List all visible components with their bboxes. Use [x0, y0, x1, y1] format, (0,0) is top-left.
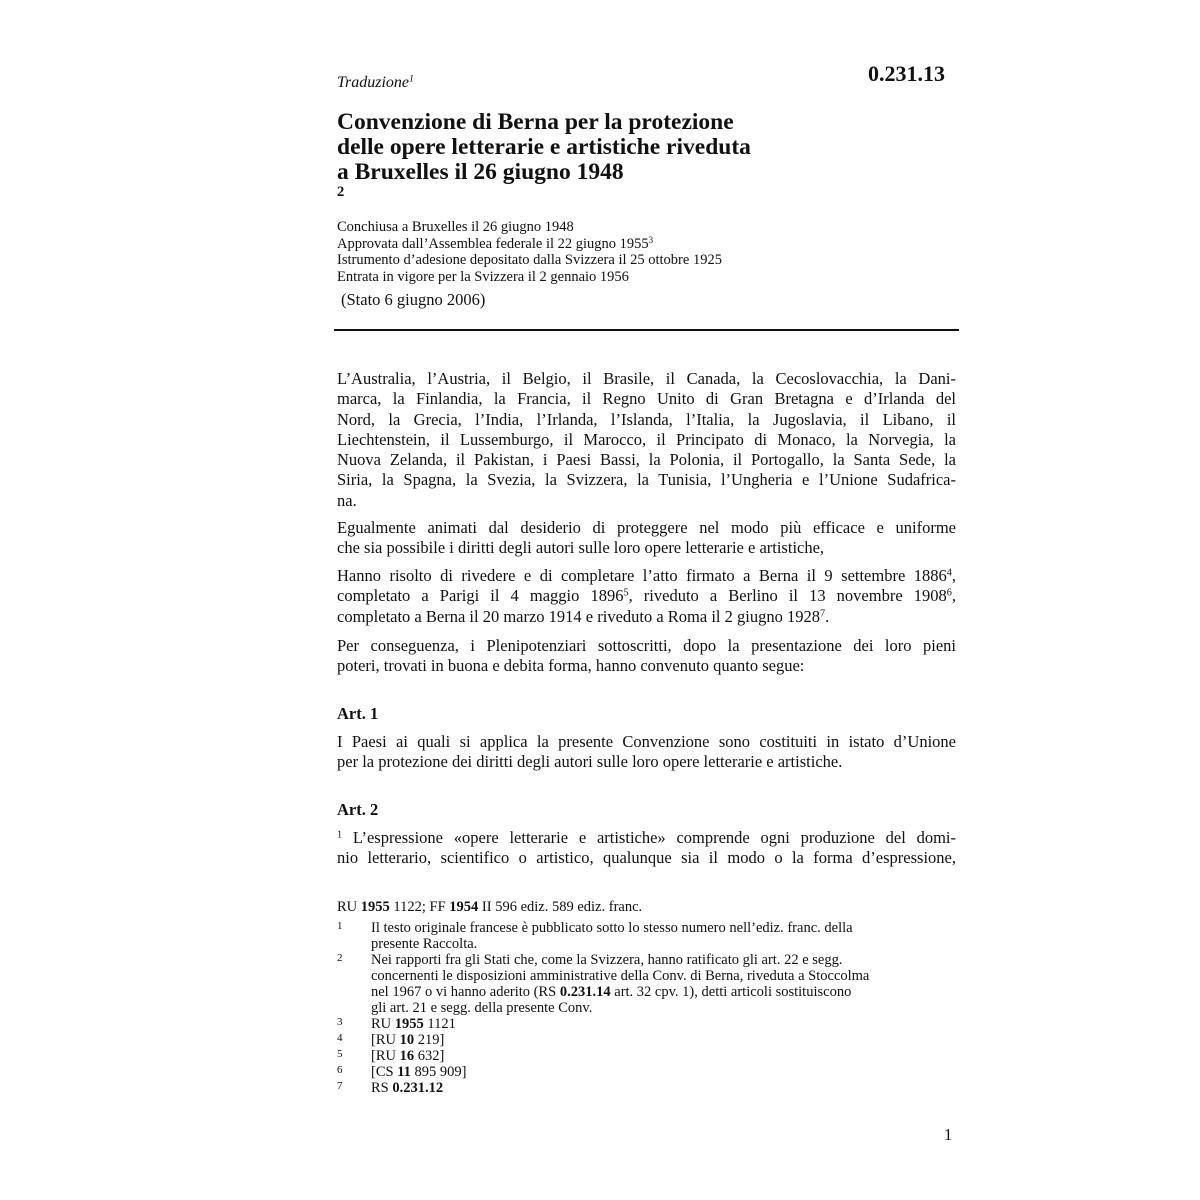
- text-line: na.: [337, 490, 357, 510]
- meta-concluded: Conchiusa a Bruxelles il 26 giugno 1948: [337, 219, 574, 235]
- footnote-line: RS 0.231.12: [371, 1080, 444, 1096]
- meta-entry-into-force: Entrata in vigore per la Svizzera il 2 gennaio 1956: [337, 268, 629, 285]
- sr-number: 0.231.13: [868, 61, 945, 86]
- footnote-number: 2: [337, 952, 343, 964]
- title-line: a Bruxelles il 26 giugno 1948 $^2$: [337, 159, 624, 200]
- footnote-line: [RU 16 632]: [371, 1048, 445, 1064]
- page-number: 1: [944, 1125, 953, 1144]
- footnote-source: RU 1955 1122; FF 1954 II 596 ediz. 589 ediz. franc.: [337, 899, 643, 915]
- text-line: Egualmente animati dal desiderio di proteggere nel modo più efficace e uniforme: [337, 518, 956, 537]
- text-line: Per conseguenza, i Plenipotenziari sottoscritti, dopo la presentazione dei loro pieni: [337, 636, 956, 655]
- text-line: marca, la Finlandia, la Francia, il Regno Unito di Gran Bretagna e d’Irlanda del: [337, 389, 956, 409]
- footnote-ref-1[interactable]: 1: [409, 73, 414, 85]
- footnote-line: gli art. 21 e segg. della presente Conv.: [371, 1000, 593, 1016]
- translation-label: Traduzione$^1$: [337, 73, 414, 91]
- footnote-line: RU 1955 1121: [371, 1016, 456, 1032]
- article-heading: Art. 2: [337, 800, 379, 819]
- text-line: poteri, trovati in buona e debita forma, hanno convenuto quanto segue:: [337, 656, 805, 676]
- text-line: Nuova Zelanda, il Pakistan, i Paesi Bassi, la Polonia, il Portogallo, la Santa Sede, la: [337, 450, 956, 470]
- text-line: Siria, la Spagna, la Svezia, la Svizzera, la Tunisia, l’Ungheria e l’Unione Sudafrica-: [337, 470, 956, 490]
- text-line: completato a Parigi il 4 maggio 1896$^5$, riveduto a Berlino il 13 novembre 1908$^6$,: [337, 586, 956, 606]
- footnote-line: concernenti le disposizioni amministrative della Conv. di Berna, riveduta a Stoccolma: [371, 968, 870, 984]
- footnote-line: Nei rapporti fra gli Stati che, come la Svizzera, hanno ratificato gli art. 22 e segg.: [371, 952, 843, 968]
- footnote-ref-7[interactable]: 7: [819, 607, 826, 619]
- paragraph-number: 1: [337, 829, 343, 841]
- footnote-number: 1: [337, 920, 343, 932]
- header-divider: [334, 329, 959, 331]
- text-line: Nord, la Grecia, l’India, l’Irlanda, l’Islanda, l’Italia, la Jugoslavia, il Libano, il: [337, 409, 956, 429]
- article-2-text: [337, 828, 956, 869]
- footnote-ref-5[interactable]: 5: [623, 587, 629, 599]
- footnote-ref-6[interactable]: 6: [946, 587, 952, 599]
- footnote-number: 7: [337, 1080, 343, 1092]
- text-line: Hanno risolto di rivedere e di completare l’atto firmato a Berna il 9 settembre 1886$^4$,: [337, 566, 956, 585]
- footnote-number: 4: [337, 1032, 343, 1044]
- text-line: I Paesi ai quali si applica la presente Convenzione sono costituiti in istato d’Unione: [337, 732, 956, 751]
- title-line: delle opere letterarie e artistiche riveduta: [337, 134, 751, 160]
- document-title: [337, 110, 857, 210]
- text-line: che sia possibile i diritti degli autori sulle loro opere letterarie e artistiche,: [337, 538, 825, 558]
- status-date: (Stato 6 giugno 2006): [341, 290, 486, 309]
- footnote-ref-2[interactable]: 2: [337, 184, 345, 200]
- text-line: completato a Berna il 20 marzo 1914 e riveduto a Roma il 2 giugno 1928$^7$.: [337, 606, 830, 626]
- text-line: nio letterario, scientifico o artistico, qualunque sia il modo o la forma d’espressione,: [337, 848, 956, 868]
- footnote-number: 5: [337, 1048, 343, 1060]
- text-line: Liechtenstein, il Lussemburgo, il Marocco, il Principato di Monaco, la Norvegia, la: [337, 429, 956, 449]
- preamble-consequence: [337, 636, 956, 677]
- footnote-number: 6: [337, 1064, 343, 1076]
- text-line: L’Australia, l’Austria, il Belgio, il Brasile, il Canada, la Cecoslovacchia, la Dani-: [337, 369, 956, 388]
- meta-approved: Approvata dall’Assemblea federale il 22 giugno 1955$^3$: [337, 234, 654, 252]
- footnote-line: Il testo originale francese è pubblicato sotto lo stesso numero nell’ediz. franc. della: [371, 920, 853, 936]
- title-line: Convenzione di Berna per la protezione: [337, 109, 734, 135]
- footnote-line: [RU 10 219]: [371, 1032, 445, 1048]
- meta-instrument: Istrumento d’adesione depositato dalla Svizzera il 25 ottobre 1925: [337, 252, 722, 268]
- footnote-number: 3: [337, 1016, 343, 1028]
- article-heading: Art. 1: [337, 704, 379, 723]
- preamble-animated: [337, 518, 956, 559]
- footnote-ref-4[interactable]: 4: [946, 567, 952, 579]
- footnote-line: presente Raccolta.: [371, 936, 478, 952]
- preamble-states: [337, 369, 956, 511]
- footnote-ref-3[interactable]: 3: [648, 234, 654, 245]
- document-meta: [337, 219, 722, 285]
- footnote-line: nel 1967 o vi hanno aderito (RS 0.231.14 art. 32 cpv. 1), detti articoli sostituiscono: [371, 984, 852, 1000]
- preamble-resolved: [337, 566, 956, 627]
- text-line: $^1$ L’espressione «opere letterarie e artistiche» comprende ogni produzione del domi-: [337, 828, 956, 847]
- text-line: per la protezione dei diritti degli autori sulle loro opere letterarie e artistiche.: [337, 752, 843, 772]
- footnote-line: [CS 11 895 909]: [371, 1064, 467, 1080]
- article-1-text: [337, 732, 956, 773]
